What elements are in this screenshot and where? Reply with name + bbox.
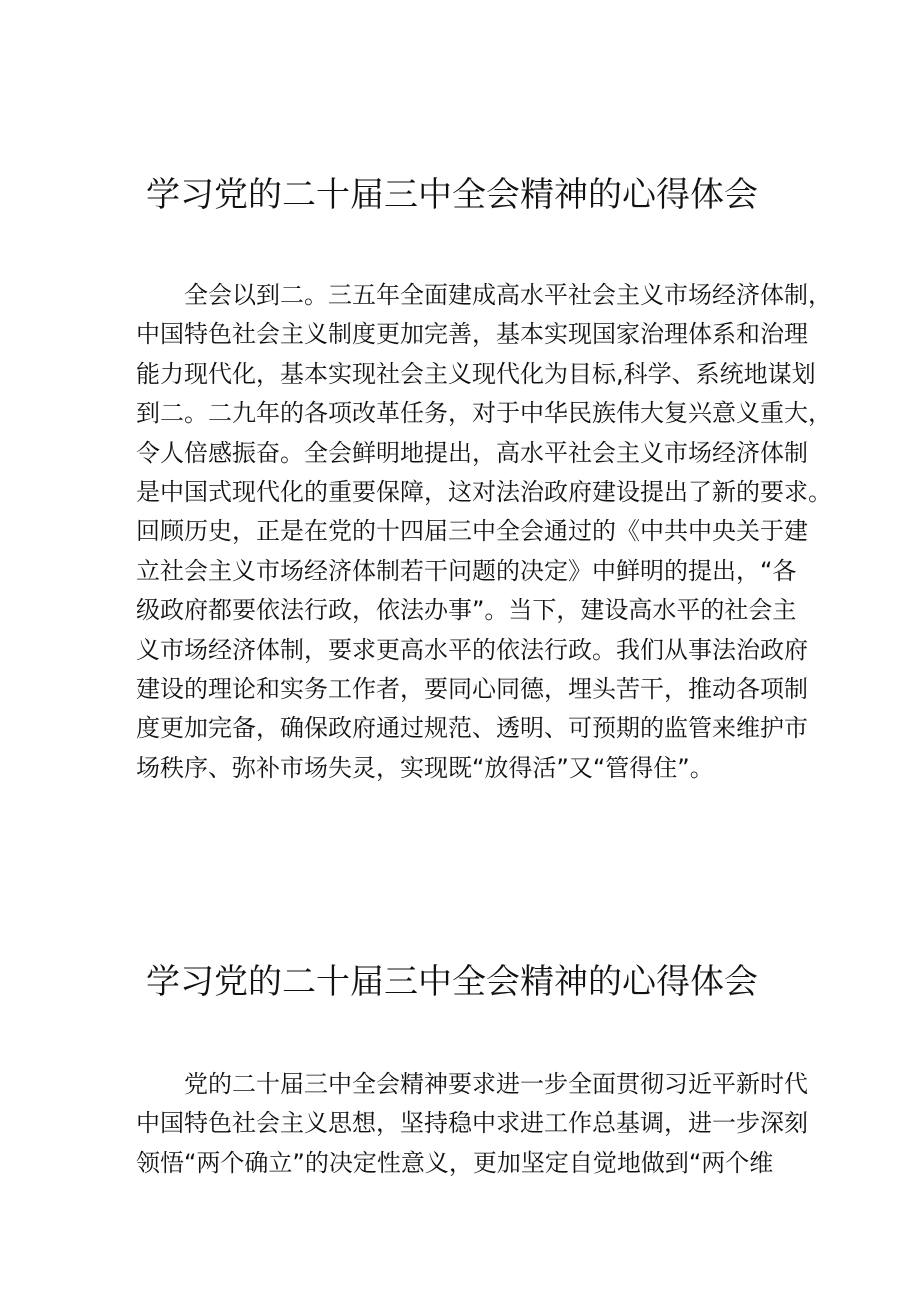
section-2-heading: 学习党的二十届三中全会精神的心得体会 <box>146 962 758 1002</box>
paragraph-line: 领悟“两个确立”的决定性意义，更加坚定自觉地做到“两个维 <box>136 1148 774 1177</box>
section-1-paragraph <box>136 276 832 788</box>
paragraph-line: 中国特色社会主义思想，坚持稳中求进工作总基调，进一步深刻 <box>136 1109 808 1138</box>
paragraph-line: 场秩序、弥补市场失灵，实现既“放得活”又“管得住”。 <box>136 753 714 782</box>
paragraph-line: 是中国式现代化的重要保障，这对法治政府建设提出了新的要求。 <box>136 478 832 507</box>
section-2-paragraph <box>136 1065 816 1183</box>
paragraph-line: 中国特色社会主义制度更加完善，基本实现国家治理体系和治理 <box>136 320 808 349</box>
paragraph-line: 度更加完备，确保政府通过规范、透明、可预期的监管来维护市 <box>136 714 808 743</box>
paragraph-line: 到二。二九年的各项改革任务，对于中华民族伟大复兴意义重大， <box>136 399 832 428</box>
paragraph-line: 义市场经济体制，要求更高水平的依法行政。我们从事法治政府 <box>136 635 808 664</box>
paragraph-line: 全会以到二。三五年全面建成高水平社会主义市场经济体制， <box>184 281 832 309</box>
paragraph-line: 党的二十届三中全会精神要求进一步全面贯彻习近平新时代 <box>184 1070 808 1098</box>
paragraph-line: 级政府都要依法行政，依法办事”。当下，建设高水平的社会主 <box>136 596 797 625</box>
paragraph-line: 令人倍感振奋。全会鲜明地提出，高水平社会主义市场经济体制 <box>136 438 808 467</box>
paragraph-line: 立社会主义市场经济体制若干问题的决定》中鲜明的提出，“各 <box>136 556 797 585</box>
paragraph-line: 建设的理论和实务工作者，要同心同德，埋头苦干，推动各项制 <box>136 675 808 704</box>
section-1-heading: 学习党的二十届三中全会精神的心得体会 <box>146 175 758 215</box>
paragraph-line: 能力现代化，基本实现社会主义现代化为目标,科学、系统地谋划 <box>136 359 816 388</box>
paragraph-line: 回顾历史，正是在党的十四届三中全会通过的《中共中央关于建 <box>136 517 808 546</box>
